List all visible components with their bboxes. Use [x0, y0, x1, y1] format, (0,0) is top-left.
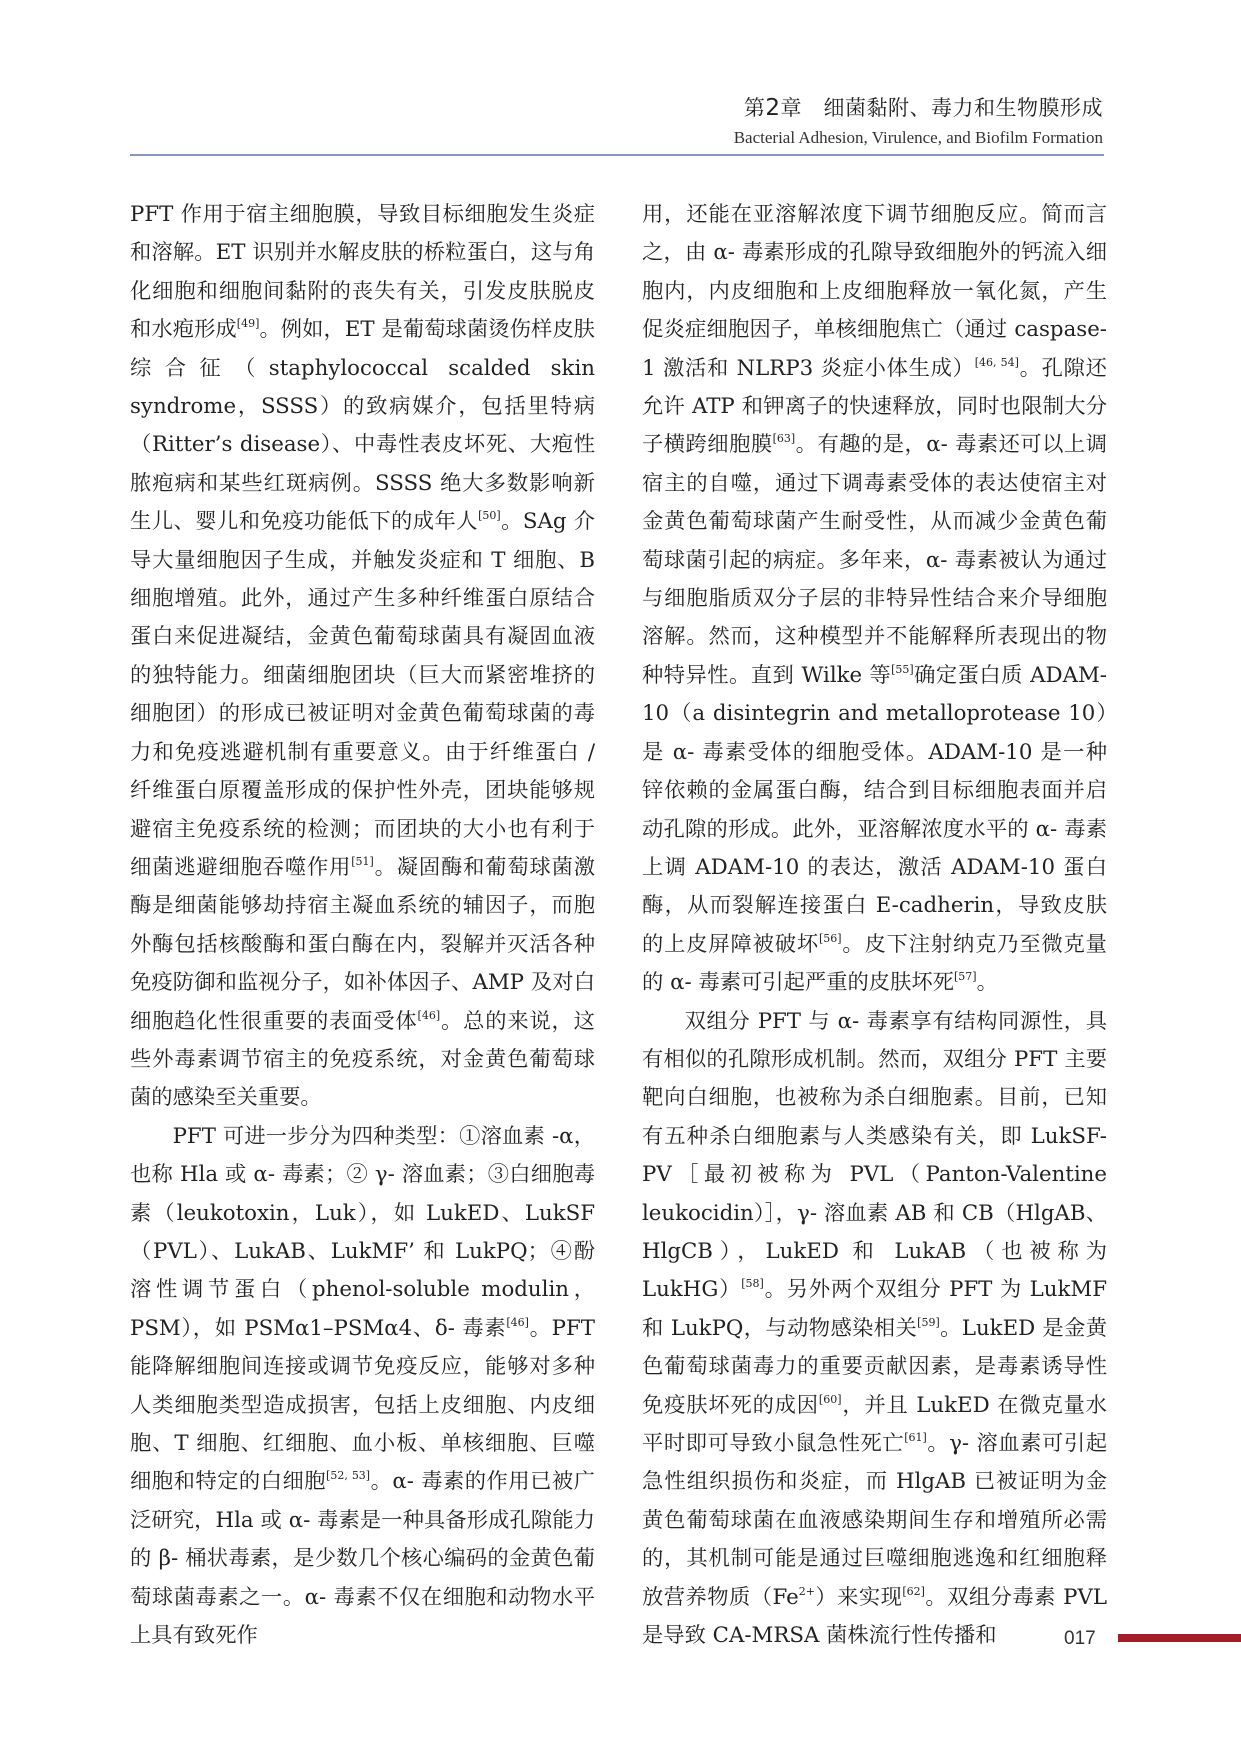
citation: [55]	[891, 662, 914, 676]
citation: [61]	[904, 1431, 927, 1444]
citation: [56]	[818, 931, 842, 945]
citation: [50]	[478, 509, 501, 523]
citation: [46, 54]	[974, 355, 1019, 369]
citation: [62]	[902, 1584, 925, 1598]
paragraph: PFT 可进一步分为四种类型：①溶血素 -α，也称 Hla 或 α- 毒素；② γ- 溶血素；③白细胞毒素（leukotoxin，Luk），如 LukED、LukSF（PVL）、LukAB、LukMF’ 和 LukPQ；④酚溶性调节蛋白（phenol-soluble modulin，PSM），如 PSMα1–PSMα4、δ- 毒素[46]。PFT 能降解细胞间连接或调节免疫反应，能够对多种人类细胞类型造成损害，包括上皮细胞、内皮细胞、T 细胞、红细胞、血小板、单核细胞、巨噬细胞和特定的白细胞[52, 53]。α- 毒素的作用已被广泛研究，Hla 或 α- 毒素是一种具备形成孔隙能力的 β- 桶状毒素，是少数几个核心编码的金黄色葡萄球菌毒素之一。α- 毒素不仅在细胞和动物水平上具有致死作	[130, 1123, 595, 1649]
chapter-title-english: Bacterial Adhesion, Virulence, and Biofilm Formation	[733, 128, 1103, 147]
citation: [60]	[818, 1392, 842, 1406]
citation: [52, 53]	[326, 1469, 371, 1483]
citation: [46]	[417, 1008, 441, 1022]
citation: [59]	[917, 1315, 940, 1329]
superscript-charge: 2+	[798, 1584, 815, 1598]
paragraph: 用，还能在亚溶解浓度下调节细胞反应。简而言之，由 α- 毒素形成的孔隙导致细胞外的钙流入细胞内，内皮细胞和上皮细胞释放一氧化氮，产生促炎症细胞因子，单核细胞焦亡（通过 caspase-1 激活和 NLRP3 炎症小体生成）[46, 54]。孔隙还允许 ATP 和钾离子的快速释放，同时也限制大分子横跨细胞膜[63]。有趣的是，α- 毒素还可以上调宿主的自噬，通过下调毒素受体的表达使宿主对金黄色葡萄球菌产生耐受性，从而减少金黄色葡萄球菌引起的病症。多年来，α- 毒素被认为通过与细胞脂质双分子层的非特异性结合来介导细胞溶解。然而，这种模型并不能解释所表现出的物种特异性。直到 Wilke 等[55]确定蛋白质 ADAM-10（a disintegrin and metalloprotease 10）是 α- 毒素受体的细胞受体。ADAM-10 是一种锌依赖的金属蛋白酶，结合到目标细胞表面并启动孔隙的形成。此外，亚溶解浓度水平的 α- 毒素上调 ADAM-10 的表达，激活 ADAM-10 蛋白酶，从而裂解连接蛋白 E-cadherin，导致皮肤的上皮屏障被破坏[56]。皮下注射纳克乃至微克量的 α- 毒素可引起严重的皮肤坏死[57]。	[642, 202, 1108, 996]
running-header	[734, 92, 1103, 148]
citation: [46]	[506, 1315, 529, 1329]
header-rule	[130, 154, 1104, 156]
page-number: 017	[1064, 1628, 1096, 1649]
paragraph: PFT 作用于宿主细胞膜，导致目标细胞发生炎症和溶解。ET 识别并水解皮肤的桥粒蛋白，这与角化细胞和细胞间黏附的丧失有关，引发皮肤脱皮和水疱形成[49]。例如，ET 是葡萄球菌烫伤样皮肤综合征（staphylococcal scalded skin syndrome，SSSS）的致病媒介，包括里特病（Ritter’s disease）、中毒性表皮坏死、大疱性脓疱病和某些红斑病例。SSSS 绝大多数影响新生儿、婴儿和免疫功能低下的成年人[50]。SAg 介导大量细胞因子生成，并触发炎症和 T 细胞、B 细胞增殖。此外，通过产生多种纤维蛋白原结合蛋白来促进凝结，金黄色葡萄球菌具有凝固血液的独特能力。细菌细胞团块（巨大而紧密堆挤的细胞团）的形成已被证明对金黄色葡萄球菌的毒力和免疫逃避机制有重要意义。由于纤维蛋白 / 纤维蛋白原覆盖形成的保护性外壳，团块能够规避宿主免疫系统的检测；而团块的大小也有利于细菌逃避细胞吞噬作用[51]。凝固酶和葡萄球菌激酶是细菌能够劫持宿主凝血系统的辅因子，而胞外酶包括核酸酶和蛋白酶在内，裂解并灭活各种免疫防御和监视分子，如补体因子、AMP 及对白细胞趋化性很重要的表面受体[46]。总的来说，这些外毒素调节宿主的免疫系统，对金黄色葡萄球菌的感染至关重要。	[130, 202, 595, 1111]
citation: [51]	[351, 854, 374, 868]
right-column	[642, 196, 1107, 1655]
page-number-bar	[1118, 1634, 1241, 1642]
left-column	[130, 196, 595, 1655]
citation: [63]	[772, 432, 796, 446]
chapter-title: 第2章 细菌黏附、毒力和生物膜形成	[743, 95, 1103, 121]
citation: [49]	[236, 317, 260, 331]
citation: [57]	[953, 970, 977, 984]
citation: [58]	[741, 1277, 764, 1291]
paragraph: 双组分 PFT 与 α- 毒素享有结构同源性，具有相似的孔隙形成机制。然而，双组分 PFT 主要靶向白细胞，也被称为杀白细胞素。目前，已知有五种杀白细胞素与人类感染有关，即 LukSF-PV［最初被称为 PVL（Panton-Valentine leukocidin）］，γ- 溶血素 AB 和 CB（HlgAB、HlgCB），LukED 和 LukAB（也被称为 LukHG）[58]。另外两个双组分 PFT 为 LukMF 和 LukPQ，与动物感染相关[59]。LukED 是金黄色葡萄球菌毒力的重要贡献因素，是毒素诱导性免疫肤坏死的成因[60]，并且 LukED 在微克量水平时即可导致小鼠急性死亡[61]。γ- 溶血素可引起急性组织损伤和炎症，而 HlgAB 已被证明为金黄色葡萄球菌在血液感染期间生存和增殖所必需的，其机制可能是通过巨噬细胞逃逸和红细胞释放营养物质$(Fe^{2+})$来实现[62]。双组分毒素 PVL 是导致 CA-MRSA 菌株流行性传播和	[642, 1008, 1108, 1649]
